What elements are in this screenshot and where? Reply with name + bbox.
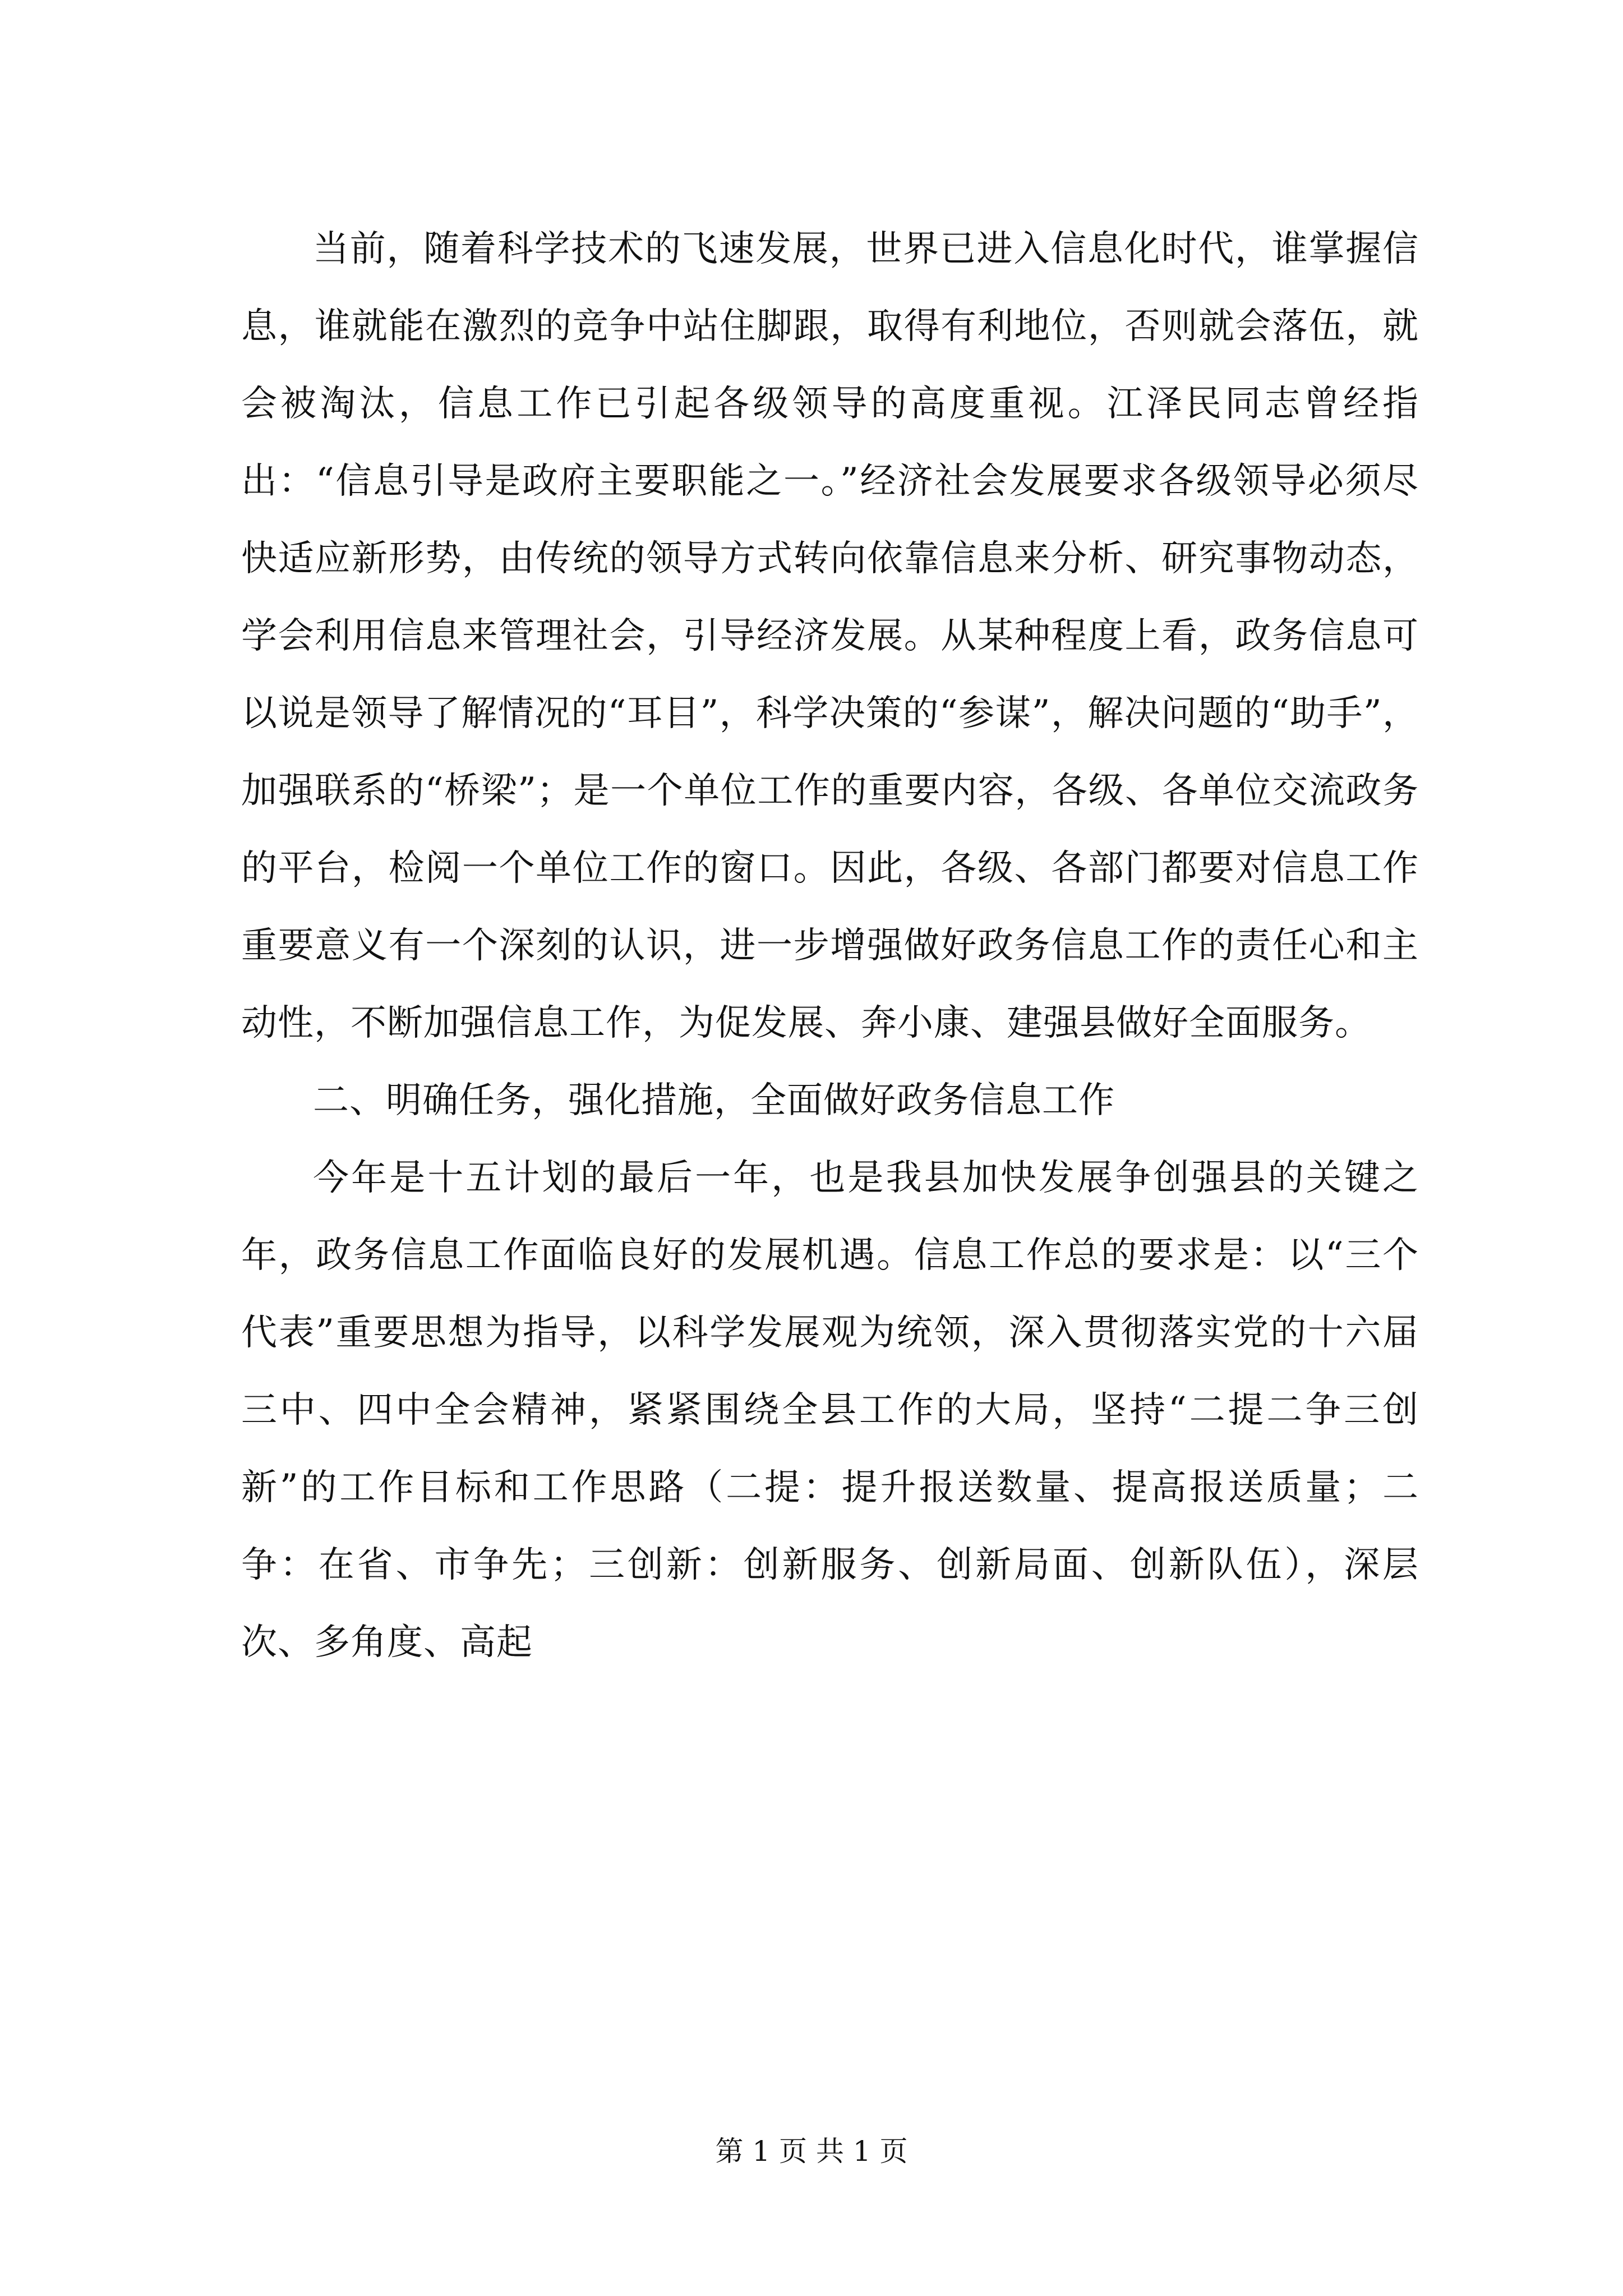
section-heading: 二、明确任务，强化措施，全面做好政务信息工作 xyxy=(313,1080,1115,1121)
page-footer: 第 1 页 共 1 页 xyxy=(715,2135,908,2168)
document-body xyxy=(241,210,1419,1681)
paragraph-2: 今年是十五计划的最后一年，也是我县加快发展争创强县的关键之年，政务信息工作面临良好的发展机遇。信息工作总的要求是：以“三个代表”重要思想为指导，以科学发展观为统领，深入贯彻落实党的十六届三中、四中全会精神，紧紧围绕全县工作的大局，坚持“二提二争三创新”的工作目标和工作思路（二提：提升报送数量、提高报送质量；二争：在省、市争先；三创新：创新服务、创新局面、创新队伍），深层次、多角度、高起 xyxy=(241,1157,1419,1663)
paragraph-1: 当前，随着科学技术的飞速发展，世界已进入信息化时代，谁掌握信息，谁就能在激烈的竞争中站住脚跟，取得有利地位，否则就会落伍，就会被淘汰，信息工作已引起各级领导的高度重视。江泽民同志曾经指出：“信息引导是政府主要职能之一。”经济社会发展要求各级领导必须尽快适应新形势，由传统的领导方式转向依靠信息来分析、研究事物动态，学会利用信息来管理社会，引导经济发展。从某种程度上看，政务信息可以说是领导了解情况的“耳目”，科学决策的“参谋”，解决问题的“助手”，加强联系的“桥梁”；是一个单位工作的重要内容，各级、各单位交流政务的平台，检阅一个单位工作的窗口。因此，各级、各部门都要对信息工作重要意义有一个深刻的认识，进一步增强做好政务信息工作的责任心和主动性，不断加强信息工作，为促发展、奔小康、建强县做好全面服务。 xyxy=(241,228,1419,1044)
